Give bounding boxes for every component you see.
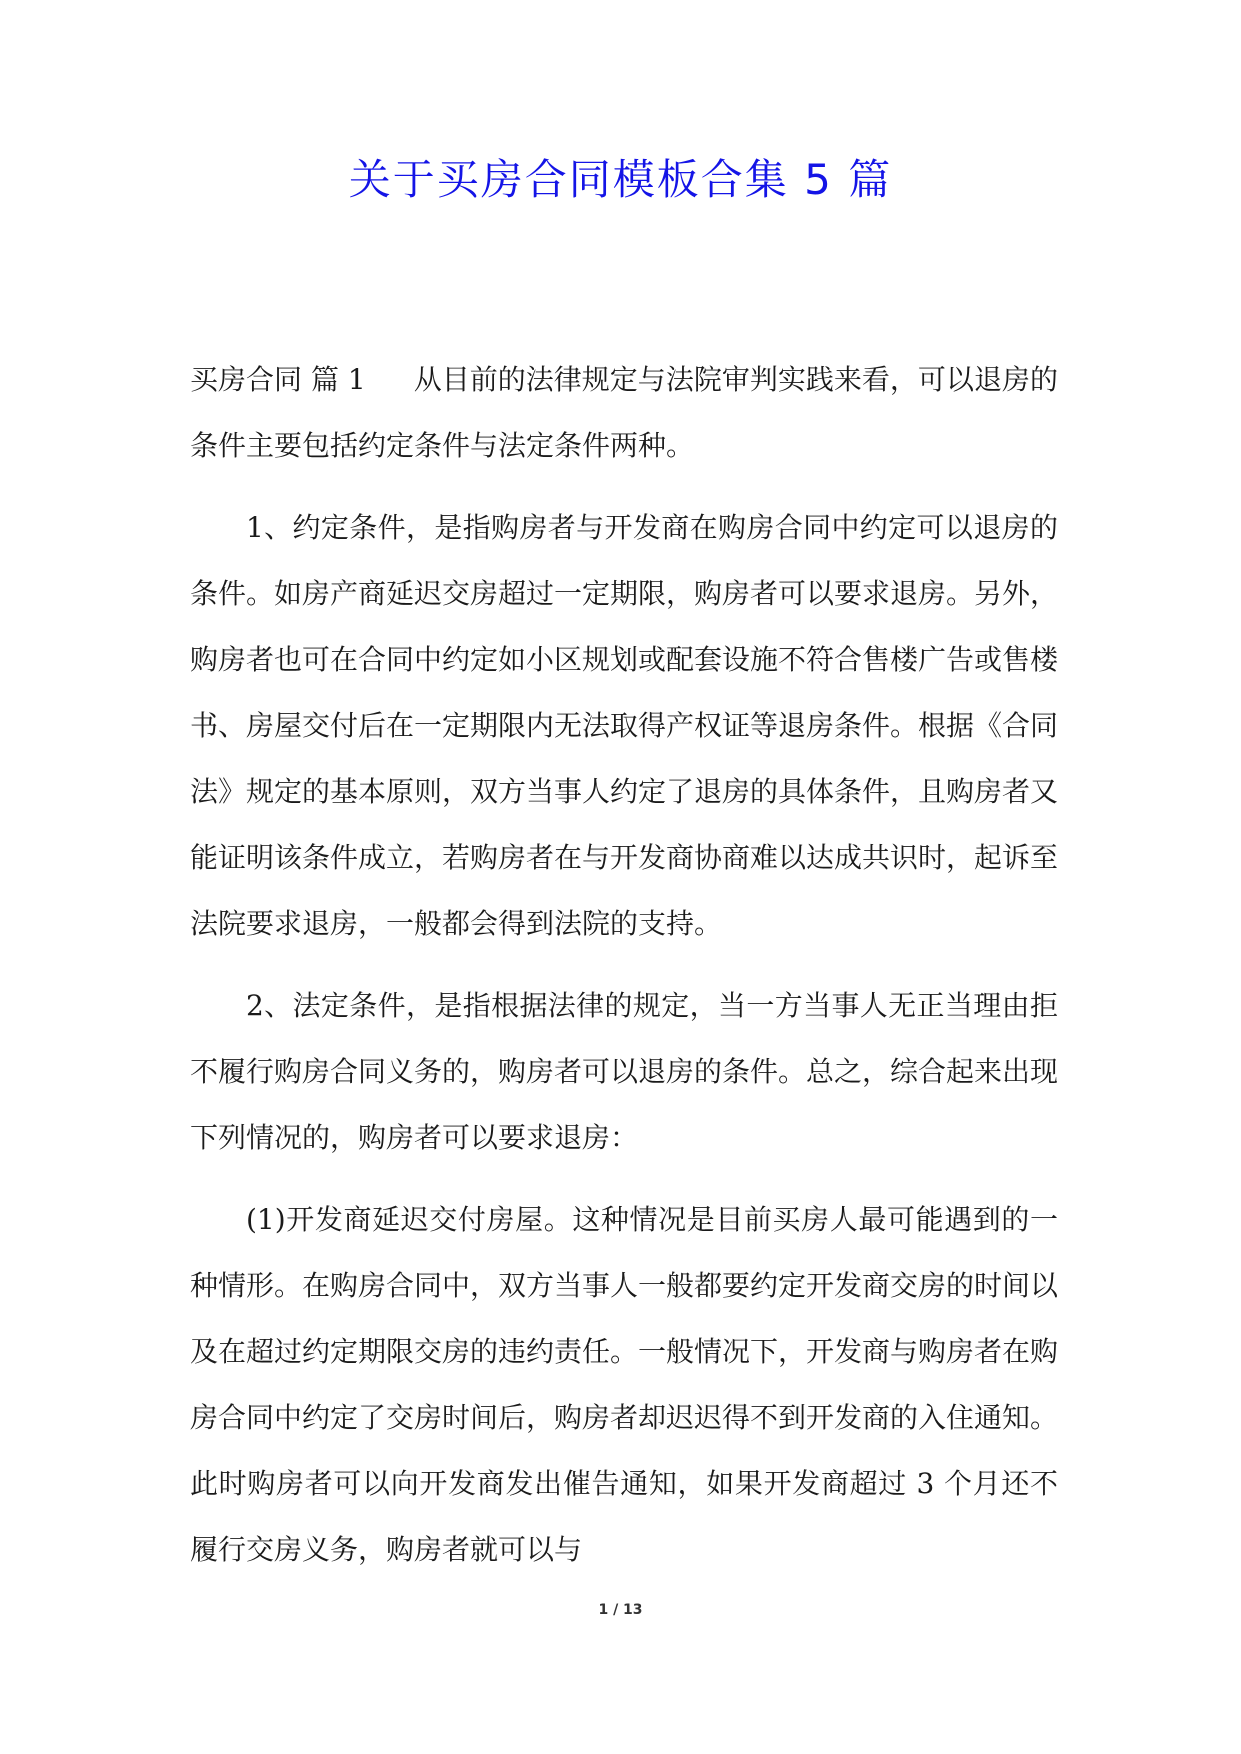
paragraph-intro <box>190 347 1058 479</box>
paragraph-agreed-conditions: 1、约定条件，是指购房者与开发商在购房合同中约定可以退房的条件。如房产商延迟交房超过一定期限，购房者可以要求退房。另外，购房者也可在合同中约定如小区规划或配套设施不符合售楼广告或售楼书、房屋交付后在一定期限内无法取得产权证等退房条件。根据《合同法》规定的基本原则，双方当事人约定了退房的具体条件，且购房者又能证明该条件成立，若购房者在与开发商协商难以达成共识时，起诉至法院要求退房，一般都会得到法院的支持。 <box>190 511 1059 940</box>
document-body <box>190 347 1058 1583</box>
paragraph-delayed-delivery: (1)开发商延迟交付房屋。这种情况是目前买房人最可能遇到的一种情形。在购房合同中，双方当事人一般都要约定开发商交房的时间以及在超过约定期限交房的违约责任。一般情况下，开发商与购房者在购房合同中约定了交房时间后，购房者却迟迟得不到开发商的入住通知。此时购房者可以向开发商发出催告通知，如果开发商超过 3 个月还不履行交房义务，购房者就可以与 <box>190 1203 1059 1566</box>
paragraph-legal-conditions: 2、法定条件，是指根据法律的规定，当一方当事人无正当理由拒不履行购房合同义务的，购房者可以退房的条件。总之，综合起来出现下列情况的，购房者可以要求退房： <box>190 989 1059 1154</box>
document-title: 关于买房合同模板合集 5 篇 <box>348 155 893 204</box>
paragraph-text: 从目前的法律规定与法院审判实践来看，可以退房的条件主要包括约定条件与法定条件两种。 <box>190 363 1058 462</box>
section-heading: 买房合同 篇 1 <box>190 363 366 396</box>
page-indicator: 1 / 13 <box>598 1602 643 1618</box>
